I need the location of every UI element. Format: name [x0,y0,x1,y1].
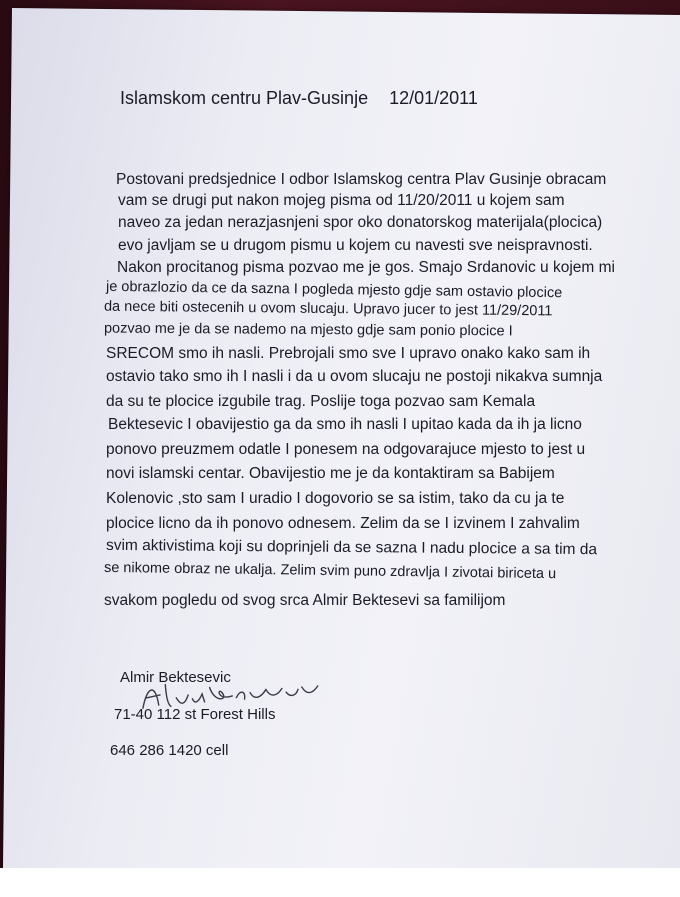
body-line: Bektesevic I obavijestio ga da smo ih nasli I upitao kada da ih ja licno [108,416,582,433]
body-line: SRECOM smo ih nasli. Prebrojali smo sve I upravo onako kako sam ih [106,345,591,362]
body-line: je obrazlozio da ce da sazna I pogleda mjesto gdje sam ostavio plocice [105,278,563,302]
body-line: vam se drugi put nakon mojeg pisma od 11/20/2011 u kojem sam [118,192,565,209]
body-line: Postovani predsjednice I odbor Islamskog centra Plav Gusinje obracam [116,171,607,188]
body-line: ponovo preuzmem odatle I ponesem na odgovarajuce mjesto to jest u [106,441,586,458]
body-line: novi islamski centar. Obavijestio me je da kontaktiram sa Babijem [106,465,555,482]
letter-header [120,88,478,109]
sender-address: 71-40 112 st Forest Hills [114,706,276,723]
body-line: se nikome obraz ne ukalja. Zelim svim puno zdravlja I zivotai biriceta u [103,559,557,583]
sender-name: Almir Bektesevic [120,669,231,686]
recipient-line: Islamskom centru Plav-Gusinje [120,88,369,108]
body-line: da nece biti ostecenih u ovom slucaju. Upravo jucer to jest 11/29/2011 [103,298,553,320]
body-line: Kolenovic ,sto sam I uradio I dogovorio se sa istim, tako da cu ja te [106,490,565,507]
body-line: svakom pogledu od svog srca Almir Bektesevi sa familijom [104,592,506,609]
body-line: pozvao me je da se nademo na mjesto gdje sam ponio plocice I [103,320,513,340]
body-line: evo javljam se u drugom pismu u kojem cu navesti sve neispravnosti. [118,237,593,254]
body-line: ostavio tako smo ih I nasli i da u ovom slucaju ne postoji nikakva sumnja [106,368,603,385]
body-line: svim aktivistima koji su doprinjeli da se sazna I nadu plocice a sa tim da [105,536,598,559]
body-line: plocice licno da ih ponovo odnesem. Zelim da se I izvinem I zahvalim [106,515,580,532]
letter-date: 12/01/2011 [389,88,478,108]
bottom-margin [0,868,680,897]
body-line: naveo za jedan nerazjasnjeni spor oko donatorskog materijala(plocica) [118,214,603,231]
sender-phone: 646 286 1420 cell [110,742,229,759]
body-line: da su te plocice izgubile trag. Poslije toga pozvao sam Kemala [106,393,536,410]
body-line: Nakon procitanog pisma pozvao me je gos. Smajo Srdanovic u kojem mi [117,259,615,276]
